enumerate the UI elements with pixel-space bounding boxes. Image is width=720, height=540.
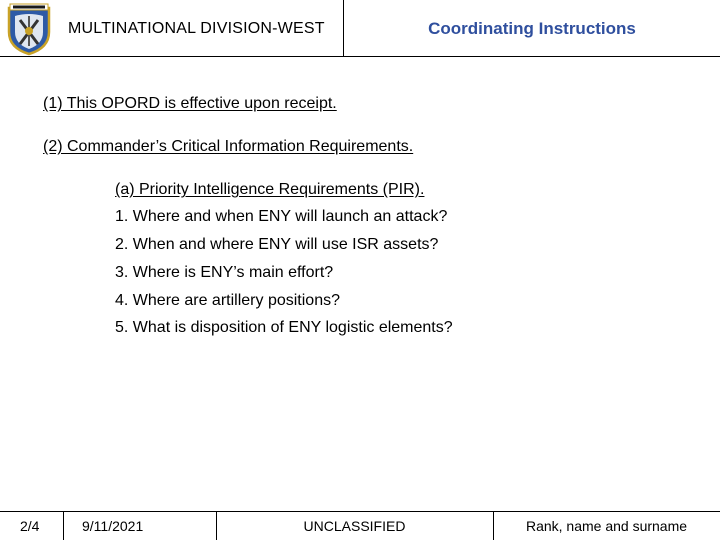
page-number: 2/4 bbox=[20, 518, 40, 534]
pir-item-5: 5. What is disposition of ENY logistic elements? bbox=[115, 319, 453, 336]
pir-item-1: 1. Where and when ENY will launch an attack? bbox=[115, 208, 448, 225]
pir-heading: (a) Priority Intelligence Requirements (PIR). bbox=[115, 181, 425, 198]
footer-divider bbox=[63, 511, 64, 540]
slide-title: Coordinating Instructions bbox=[428, 19, 636, 38]
header-rule bbox=[0, 56, 720, 57]
division-crest-icon bbox=[6, 2, 52, 56]
footer-rule bbox=[0, 511, 720, 512]
pir-item-4: 4. Where are artillery positions? bbox=[115, 292, 340, 309]
classification-label: UNCLASSIFIED bbox=[303, 518, 406, 534]
item-2: (2) Commander’s Critical Information Requirements. bbox=[43, 138, 414, 155]
footer-date: 9/11/2021 bbox=[82, 518, 144, 534]
pir-item-2: 2. When and where ENY will use ISR assets? bbox=[115, 236, 439, 253]
signature-block: Rank, name and surname bbox=[525, 518, 688, 534]
organization-name: MULTINATIONAL DIVISION-WEST bbox=[68, 20, 325, 37]
pir-item-3: 3. Where is ENY’s main effort? bbox=[115, 264, 334, 281]
item-1: (1) This OPORD is effective upon receipt. bbox=[43, 95, 337, 112]
